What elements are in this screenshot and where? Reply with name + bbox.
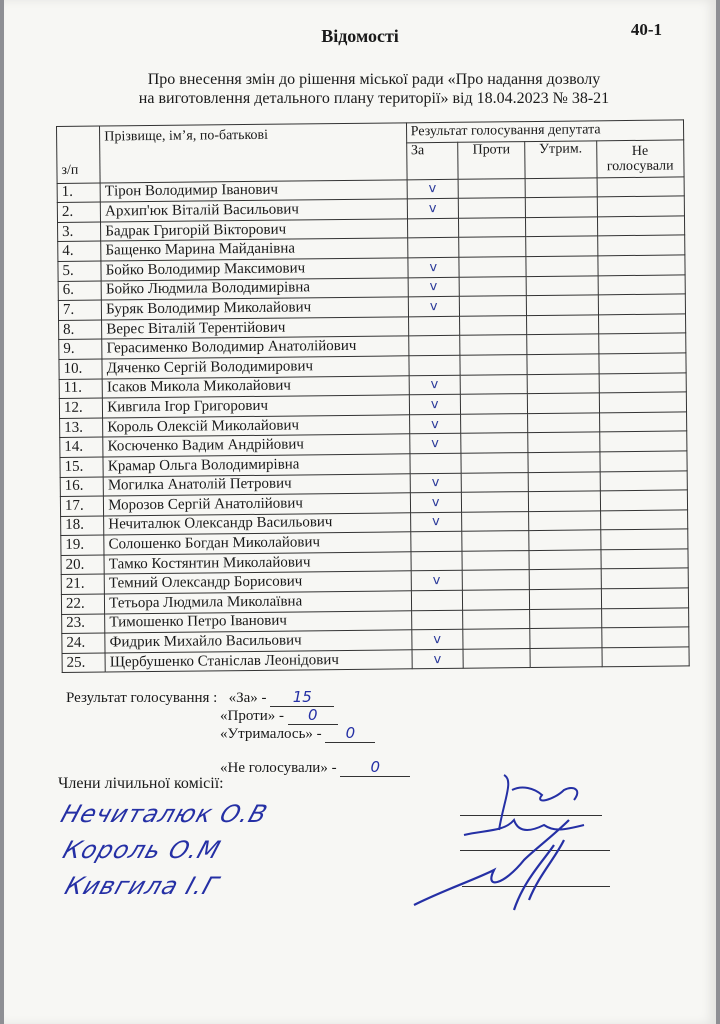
row-name: Тимошенко Петро Іванович: [105, 610, 412, 633]
result-against: [220, 706, 338, 725]
row-for-mark: [408, 316, 459, 336]
row-for-mark: v: [412, 649, 463, 669]
row-abstain: [527, 315, 599, 335]
row-name: Фидрик Михайло Васильович: [105, 630, 412, 653]
row-against: [461, 511, 529, 531]
commission-member-2: Король О.М: [59, 836, 225, 864]
row-name: Герасименко Володимир Анатолійович: [102, 336, 409, 359]
row-name: Верес Віталій Терентійович: [102, 317, 409, 340]
row-novote: [597, 196, 685, 217]
row-abstain: [529, 530, 601, 550]
row-novote: [600, 529, 688, 550]
row-name: Темний Олександр Борисович: [104, 571, 411, 594]
row-name: Дяченко Сергій Володимирович: [102, 356, 409, 379]
row-abstain: [526, 275, 598, 295]
row-abstain: [530, 648, 602, 668]
row-against: [462, 531, 530, 551]
result-abstain: [220, 724, 375, 743]
document-title: Відомості: [321, 26, 399, 46]
row-name: Солошенко Богдан Миколайович: [104, 532, 411, 555]
row-abstain: [529, 511, 601, 531]
row-name: Кивгила Ігор Григорович: [103, 395, 410, 418]
row-number: 4.: [58, 241, 101, 261]
row-number: 23.: [62, 614, 105, 634]
header-abstain: Утрим.: [525, 140, 597, 178]
row-novote: [601, 627, 689, 648]
subtitle-line-2: на виготовлення детального плану території» від 18.04.2023 № 38-21: [138, 90, 610, 107]
row-against: [462, 570, 530, 590]
row-number: 8.: [59, 320, 102, 340]
row-against: [459, 296, 527, 316]
voting-table: [56, 119, 690, 673]
row-against: [462, 609, 530, 629]
row-name: Бащенко Марина Майданівна: [101, 238, 408, 261]
result-for-label: «За» -: [228, 690, 267, 706]
row-abstain: [525, 177, 597, 197]
handwritten-signatures: [404, 760, 604, 930]
row-number: 17.: [60, 496, 103, 516]
result-abstain-label: «Утрималось» -: [220, 726, 322, 742]
row-for-mark: v: [407, 179, 458, 199]
row-abstain: [529, 569, 601, 589]
row-against: [461, 452, 529, 472]
header-novote: Не голосували: [596, 140, 684, 178]
row-number: 15.: [60, 457, 103, 477]
header-result: Результат голосування депутата: [406, 120, 684, 142]
row-against: [461, 472, 529, 492]
row-number: 5.: [58, 261, 101, 281]
row-novote: [600, 470, 688, 491]
row-name: Морозов Сергій Анатолійович: [104, 493, 411, 516]
row-against: [459, 237, 527, 257]
row-against: [460, 374, 528, 394]
row-number: 6.: [58, 281, 101, 301]
row-abstain: [529, 550, 601, 570]
row-number: 21.: [61, 574, 104, 594]
row-number: 11.: [59, 379, 102, 399]
row-abstain: [530, 589, 602, 609]
row-abstain: [530, 608, 602, 628]
row-for-mark: v: [411, 571, 462, 591]
row-number: 25.: [62, 653, 105, 673]
row-for-mark: [409, 355, 460, 375]
row-for-mark: v: [408, 257, 459, 277]
row-against: [460, 413, 528, 433]
row-number: 12.: [59, 398, 102, 418]
row-name: Буряк Володимир Миколайович: [102, 297, 409, 320]
header-num: з/п: [57, 126, 101, 183]
row-against: [461, 492, 529, 512]
row-number: 3.: [58, 222, 101, 242]
voting-table-body: [57, 177, 689, 673]
row-novote: [600, 549, 688, 570]
result-novote-value: 0: [340, 758, 410, 777]
document-subtitle: [64, 70, 684, 108]
row-novote: [599, 412, 687, 433]
row-novote: [601, 568, 689, 589]
row-for-mark: [410, 453, 461, 473]
row-novote: [598, 353, 686, 374]
commission-member-3: Кивгила І.Г: [61, 872, 223, 900]
row-novote: [597, 255, 685, 276]
row-for-mark: v: [410, 492, 461, 512]
row-for-mark: v: [407, 198, 458, 218]
row-name: Бойко Володимир Максимович: [101, 258, 408, 281]
row-against: [460, 394, 528, 414]
row-number: 18.: [61, 516, 104, 536]
row-number: 19.: [61, 535, 104, 555]
row-abstain: [526, 256, 598, 276]
row-for-mark: v: [410, 512, 461, 532]
row-novote: [598, 294, 686, 315]
row-novote: [598, 314, 686, 335]
row-against: [459, 257, 527, 277]
commission-label: Члени лічильної комісії:: [58, 775, 224, 792]
row-novote: [602, 647, 690, 668]
subtitle-line-1: Про внесення змін до рішення міської ради «Про надання дозволу: [147, 71, 601, 88]
row-number: 7.: [58, 300, 101, 320]
row-number: 20.: [61, 555, 104, 575]
result-novote-label: «Не голосували» -: [220, 760, 337, 776]
row-novote: [597, 177, 685, 198]
row-name: Нечиталюк Олександр Васильович: [104, 512, 411, 535]
document-number: 40-1: [630, 20, 662, 39]
row-abstain: [528, 413, 600, 433]
row-name: Тамко Костянтин Миколайович: [104, 552, 411, 575]
row-against: [459, 315, 527, 335]
row-for-mark: [411, 551, 462, 571]
row-name: Тетьора Людмила Миколаївна: [105, 591, 412, 614]
row-novote: [597, 216, 685, 237]
row-number: 14.: [60, 437, 103, 457]
row-abstain: [529, 491, 601, 511]
row-name: Бойко Людмила Володимирівна: [101, 277, 408, 300]
row-novote: [599, 392, 687, 413]
row-novote: [599, 372, 687, 393]
result-against-value: 0: [288, 706, 338, 725]
commission-member-1: Нечиталюк О.В: [57, 800, 272, 828]
row-novote: [600, 490, 688, 511]
row-for-mark: [410, 532, 461, 552]
row-abstain: [528, 471, 600, 491]
header-name: Прізвище, ім’я, по-батькові: [100, 123, 407, 183]
row-against: [459, 276, 527, 296]
row-for-mark: [407, 218, 458, 238]
row-novote: [598, 333, 686, 354]
row-abstain: [526, 236, 598, 256]
row-novote: [601, 588, 689, 609]
row-abstain: [526, 217, 598, 237]
row-abstain: [527, 373, 599, 393]
row-abstain: [528, 432, 600, 452]
row-name: Бадрак Григорій Вікторович: [101, 219, 408, 242]
row-abstain: [527, 334, 599, 354]
row-for-mark: v: [411, 630, 462, 650]
row-novote: [597, 235, 685, 256]
row-abstain: [527, 354, 599, 374]
row-for-mark: v: [409, 434, 460, 454]
row-for-mark: v: [410, 473, 461, 493]
row-against: [458, 198, 526, 218]
header-against: Проти: [458, 141, 526, 179]
row-against: [458, 178, 526, 198]
row-abstain: [530, 628, 602, 648]
row-abstain: [527, 295, 599, 315]
row-abstain: [528, 393, 600, 413]
row-name: Архип'юк Віталій Васильович: [101, 199, 408, 222]
row-name: Могилка Анатолій Петрович: [103, 473, 410, 496]
row-against: [463, 648, 531, 668]
row-for-mark: v: [408, 277, 459, 297]
row-number: 9.: [59, 339, 102, 359]
result-label: Результат голосування :: [66, 690, 218, 706]
row-for-mark: [411, 590, 462, 610]
row-for-mark: v: [408, 296, 459, 316]
result-novote: [220, 758, 410, 777]
row-against: [462, 590, 530, 610]
result-summary: [66, 688, 334, 707]
row-number: 16.: [60, 477, 103, 497]
row-abstain: [525, 197, 597, 217]
row-name: Ісаков Микола Миколайович: [102, 375, 409, 398]
row-number: 13.: [60, 418, 103, 438]
document-sheet: [4, 0, 716, 1024]
row-for-mark: [407, 238, 458, 258]
row-against: [460, 335, 528, 355]
row-for-mark: v: [409, 414, 460, 434]
row-against: [460, 355, 528, 375]
result-against-label: «Проти» -: [220, 708, 284, 724]
result-abstain-value: 0: [325, 724, 375, 743]
row-novote: [599, 451, 687, 472]
row-against: [463, 629, 531, 649]
row-novote: [600, 510, 688, 531]
row-novote: [598, 274, 686, 295]
row-name: Крамар Ольга Володимирівна: [103, 454, 410, 477]
row-name: Тірон Володимир Іванович: [100, 179, 407, 202]
result-for-value: 15: [270, 688, 334, 707]
row-name: Щербушенко Станіслав Леонідович: [105, 650, 412, 673]
row-number: 1.: [57, 183, 100, 203]
row-for-mark: [411, 610, 462, 630]
row-for-mark: v: [409, 394, 460, 414]
row-for-mark: [408, 336, 459, 356]
row-name: Король Олексій Миколайович: [103, 415, 410, 438]
header-for: За: [406, 142, 458, 180]
row-novote: [601, 608, 689, 629]
row-against: [461, 433, 529, 453]
row-number: 10.: [59, 359, 102, 379]
row-for-mark: v: [409, 375, 460, 395]
row-against: [462, 550, 530, 570]
row-abstain: [528, 452, 600, 472]
row-number: 22.: [61, 594, 104, 614]
row-against: [458, 217, 526, 237]
row-novote: [599, 431, 687, 452]
row-number: 2.: [57, 202, 100, 222]
row-name: Косюченко Вадим Андрійович: [103, 434, 410, 457]
row-number: 24.: [62, 633, 105, 653]
